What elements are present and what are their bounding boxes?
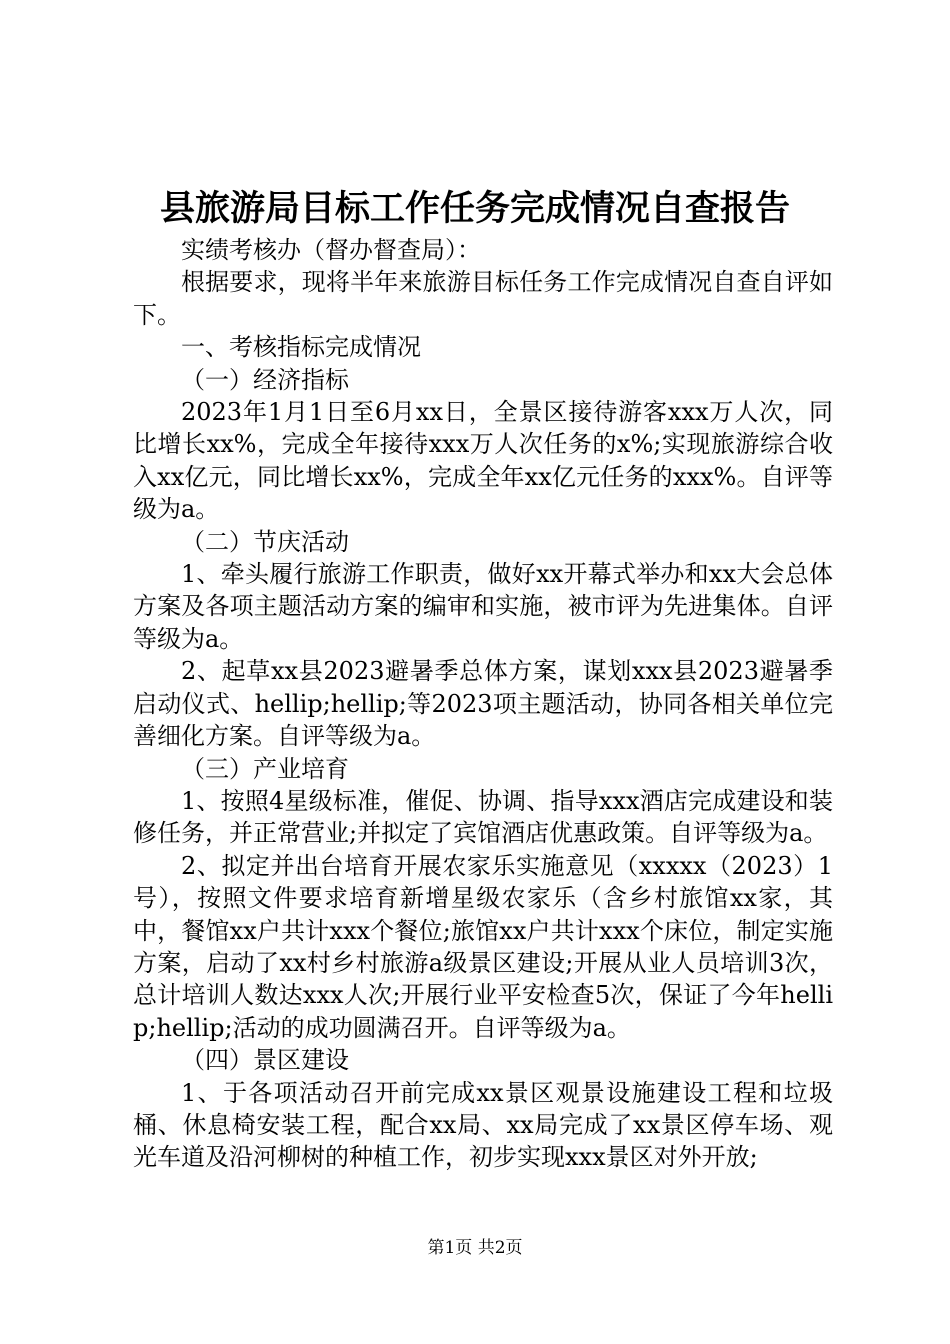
paragraph: 根据要求，现将半年来旅游目标任务工作完成情况自查自评如下。 <box>133 268 833 329</box>
page-footer: 第1页 共2页 <box>427 1238 523 1258</box>
paragraph: 2、起草xx县2023避暑季总体方案，谋划xxx县2023避暑季启动仪式、hellip;hellip;等2023项主题活动，协同各相关单位完善细化方案。自评等级为a。 <box>133 657 833 751</box>
document-body <box>133 234 833 1174</box>
paragraph: 2023年1月1日至6月xx日，全景区接待游客xxx万人次，同比增长xx%，完成全年接待xxx万人次任务的x%;实现旅游综合收入xx亿元，同比增长xx%，完成全年xx亿元任务的xxx%。自评等级为a。 <box>133 398 833 524</box>
paragraph: 1、于各项活动召开前完成xx景区观景设施建设工程和垃圾桶、休息椅安装工程，配合xx局、xx局完成了xx景区停车场、观光车道及沿河柳树的种植工作，初步实现xxx景区对外开放; <box>133 1078 833 1172</box>
salutation: 实绩考核办（督办督查局）： <box>181 236 481 264</box>
section-heading: 一、考核指标完成情况 <box>181 333 421 362</box>
paragraph: 2、拟定并出台培育开展农家乐实施意见（xxxxx（2023）1号），按照文件要求培育新增星级农家乐（含乡村旅馆xx家，其中，餐馆xx户共计xxx个餐位;旅馆xx户共计xxx个床位，制定实施方案，启动了xx村乡村旅游a级景区建设;开展从业人员培训3次，总计培训人数达xxx人次;开展行业平安检查5次，保证了今年hellip;hellip;活动的成功圆满召开。自评等级为a。 <box>133 851 833 1042</box>
subsection-heading: （三）产业培育 <box>181 754 349 783</box>
paragraph: 1、牵头履行旅游工作职责，做好xx开幕式举办和xx大会总体方案及各项主题活动方案的编审和实施，被市评为先进集体。自评等级为a。 <box>133 560 833 653</box>
subsection-heading: （一）经济指标 <box>181 365 349 394</box>
document-title: 县旅游局目标工作任务完成情况自查报告 <box>159 189 790 229</box>
subsection-heading: （四）景区建设 <box>181 1046 349 1075</box>
paragraph: 1、按照4星级标准，催促、协调、指导xxx酒店完成建设和装修任务，并正常营业;并拟定了宾馆酒店优惠政策。自评等级为a。 <box>133 786 833 848</box>
subsection-heading: （二）节庆活动 <box>181 527 349 556</box>
